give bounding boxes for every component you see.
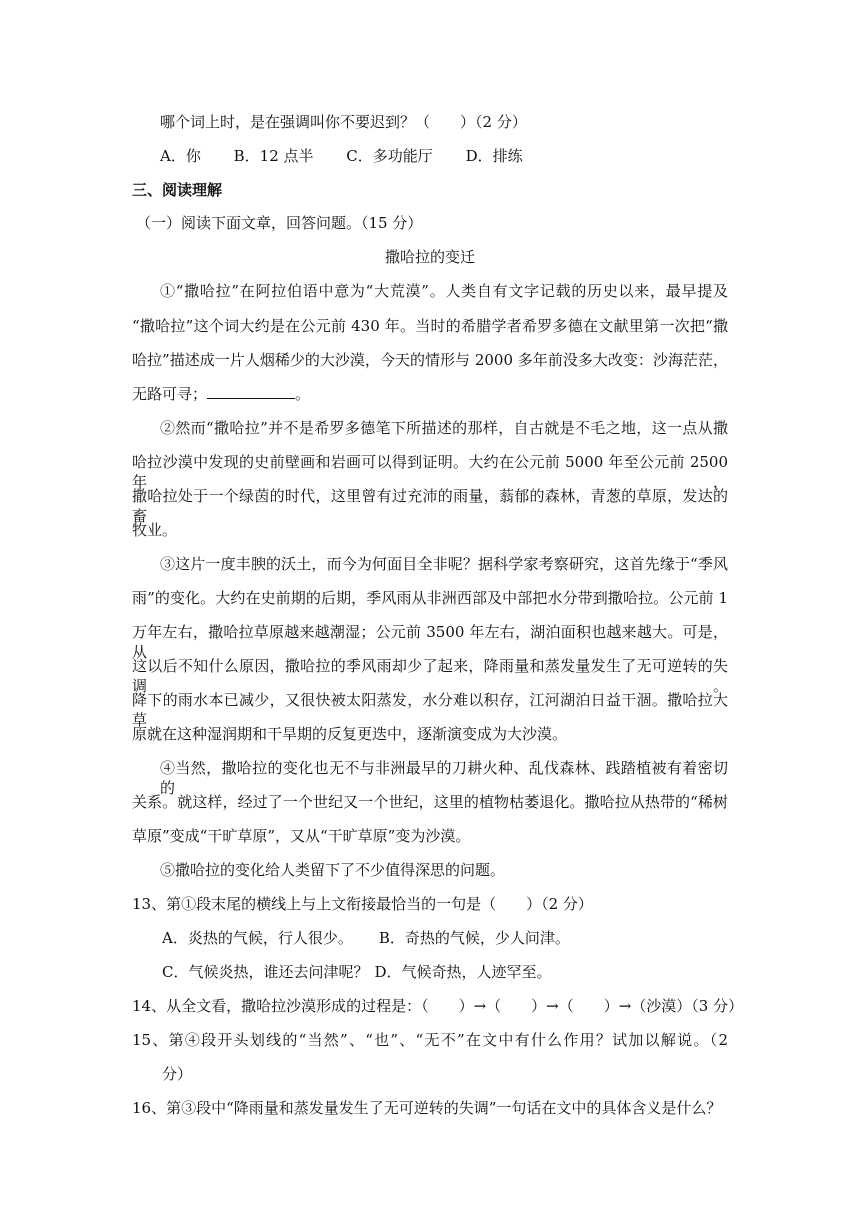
q12-option-b: B．12 点半 <box>233 147 314 165</box>
q13-option-a: A．炎热的气候，行人很少。 <box>162 929 353 947</box>
p1-line-2: “撒哈拉”这个词大约是在公元前 430 年。当时的希腊学者希罗多德在文献里第一次把“撒 <box>132 317 728 335</box>
q15-stem-line-2: 分） <box>162 1065 193 1083</box>
p4-line-1: ④当然，撒哈拉的变化也无不与非洲最早的刀耕火种、乱伐森林、践踏植被有着密切的 <box>160 759 728 797</box>
q13-option-c: C．气候炎热，谁还去问津呢？ <box>162 963 369 981</box>
q13-options-row2 <box>162 962 762 982</box>
p3-line-1: ③这片一度丰腴的沃土，而今为何面目全非呢？据科学家考察研究，这首先缘于“季风 <box>160 555 728 573</box>
q14-stem: 14、从全文看，撒哈拉沙漠形成的过程是：（ ）→（ ）→（ ）→（沙漠）（3 分） <box>132 997 744 1015</box>
section-heading: 三、阅读理解 <box>132 181 223 199</box>
p2-line-3: 撒哈拉处于一个绿茵的时代，这里曾有过充沛的雨量，蓊郁的森林，青葱的草原，发达的畜 <box>132 487 728 525</box>
p1-line-4-text: 无路可寻； <box>132 385 208 403</box>
answer-blank <box>207 384 295 399</box>
p3-line-5: 降下的雨水本已减少，又很快被太阳蒸发，水分难以积存，江河湖泊日益干涸。撒哈拉大草 <box>132 691 728 729</box>
p3-line-3: 万年左右，撒哈拉草原越来越潮湿；公元前 3500 年左右，湖泊面积也越来越大。可是，从 <box>132 623 728 661</box>
q15-stem-line-1: 15、第④段开头划线的“当然”、“也”、“无不”在文中有什么作用？试加以解说。（2 <box>132 1031 728 1049</box>
p2-line-1: ②然而“撒哈拉”并不是希罗多德笔下所描述的那样，自古就是不毛之地，这一点从撒 <box>160 419 728 437</box>
q13-option-d: D．气候奇热，人迹罕至。 <box>374 963 552 981</box>
p1-line-3: 哈拉”描述成一片人烟稀少的大沙漠，今天的情形与 2000 多年前没多大改变：沙海茫茫， <box>132 351 728 369</box>
q13-option-b: B．奇热的气候，少人问津。 <box>378 929 570 947</box>
p1-line-4 <box>132 384 732 404</box>
q13-stem: 13、第①段末尾的横线上与上文衔接最恰当的一句是（ ）（2 分） <box>132 895 593 913</box>
p1-line-1: ①“撒哈拉”在阿拉伯语中意为“大荒漠”。人类自有文字记载的历史以来，最早提及 <box>160 282 728 300</box>
q12-option-d: D．排练 <box>465 147 523 165</box>
p4-line-2: 关系。就这样，经过了一个世纪又一个世纪，这里的植物枯萎退化。撒哈拉从热带的“稀树 <box>132 793 728 811</box>
article-title: 撒哈拉的变迁 <box>384 248 475 266</box>
p3-line-2: 雨”的变化。大约在史前期的后期，季风雨从非洲西部及中部把水分带到撒哈拉。公元前 1 <box>132 589 728 607</box>
p5-line-1: ⑤撒哈拉的变化给人类留下了不少值得深思的问题。 <box>160 861 506 879</box>
p1-line-4-end: 。 <box>295 385 311 403</box>
q13-options-row1 <box>162 928 762 948</box>
q12-option-c: C．多功能厅 <box>346 147 433 165</box>
q12-tail: 哪个词上时，是在强调叫你不要迟到？（ ）（2 分） <box>160 113 527 131</box>
q16-stem: 16、第③段中“降雨量和蒸发量发生了无可逆转的失调”一句话在文中的具体含义是什么？ <box>132 1099 722 1117</box>
p3-line-4: 这以后不知什么原因，撒哈拉的季风雨却少了起来，降雨量和蒸发量发生了无可逆转的失调。 <box>132 657 728 695</box>
p2-line-4: 牧业。 <box>132 521 178 539</box>
p3-line-6: 原就在这种湿润期和干旱期的反复更迭中，逐渐演变成为大沙漠。 <box>132 725 568 743</box>
q12-option-a: A．你 <box>160 147 201 165</box>
q12-options <box>160 146 760 166</box>
p2-line-2: 哈拉沙漠中发现的史前壁画和岩画可以得到证明。大约在公元前 5000 年至公元前 2500 年， <box>132 453 728 491</box>
section-intro: （一）阅读下面文章，回答问题。（15 分） <box>136 214 423 232</box>
p4-line-3: 草原”变成“干旷草原”，又从“干旷草原”变为沙漠。 <box>132 827 471 845</box>
